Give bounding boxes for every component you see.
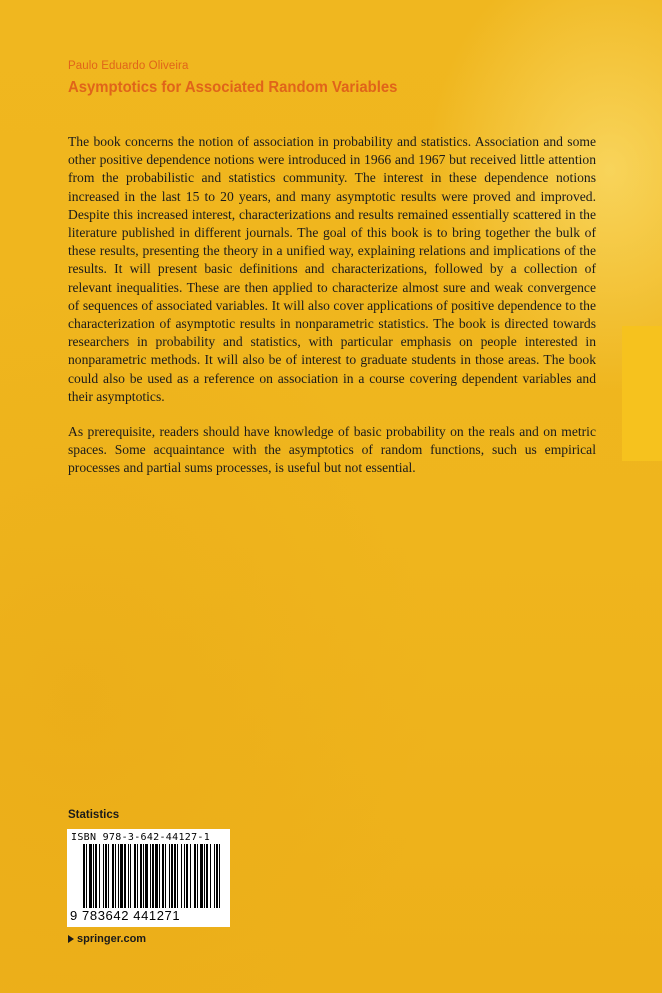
barcode-bar (190, 844, 191, 914)
barcode-bar (174, 844, 176, 914)
category-label: Statistics (68, 809, 120, 821)
barcode-bar (169, 844, 170, 914)
triangle-right-icon (68, 935, 74, 943)
barcode-bar (130, 844, 131, 914)
barcode-bar (83, 844, 85, 914)
barcode-bar (99, 844, 100, 914)
barcode-bar (162, 844, 164, 914)
barcode-bar (194, 844, 196, 914)
barcode-bar (216, 844, 218, 914)
barcode-bar (155, 844, 158, 914)
barcode-bar (152, 844, 154, 914)
barcode-bar (145, 844, 148, 914)
barcode-bar (177, 844, 178, 914)
barcode-bar (214, 844, 215, 914)
barcode-bar (219, 844, 220, 914)
barcode-bar (197, 844, 198, 914)
barcode-bar (140, 844, 142, 914)
barcode (67, 829, 230, 927)
barcode-bar (186, 844, 188, 914)
barcode-bar (159, 844, 160, 914)
barcode-bar (137, 844, 138, 914)
barcode-bar (115, 844, 116, 914)
barcode-bar (143, 844, 144, 914)
barcode-bar (150, 844, 151, 914)
barcode-bar (206, 844, 208, 914)
barcode-bar (128, 844, 129, 914)
author-name: Paulo Eduardo Oliveira (68, 60, 189, 72)
barcode-bar (89, 844, 92, 914)
barcode-bar (103, 844, 104, 914)
barcode-bar (120, 844, 123, 914)
publisher-url: springer.com (77, 933, 147, 945)
barcode-bar (210, 844, 211, 914)
barcode-bar (200, 844, 203, 914)
barcode-bar (118, 844, 119, 914)
barcode-bar (108, 844, 109, 914)
barcode-bar (184, 844, 185, 914)
barcode-bar (86, 844, 87, 914)
description-paragraph-1: The book concerns the notion of association in probability and statistics. Association and some other positive dependence notions were introduced in 1966 and 1967 but received little attention from the probabilistic and statistics community. The interest in these dependence notions increased in the last 15 to 20 years, and many asymptotic results were proved and improved. Despite this increased interest, characterizations and results remained essentially scattered in the literature published in different journals. The goal of this book is to bring together the bulk of these results, presenting the theory in a unified way, explaining relations and implications of the results. It will present basic definitions and characterizations, followed by a collection of relevant inequalities. These are then applied to characterize almost sure and weak convergence of sequences of associated variables. It will also cover applications of positive dependence to the characterization of asymptotic results in nonparametric statistics. The book is directed towards researchers in probability and statistics, with particular emphasis on people interested in nonparametric methods. It will also be of interest to graduate students in those areas. The book could also be used as a reference on association in a course covering dependent variables and their asymptotics. (68, 134, 596, 404)
book-description (68, 133, 596, 478)
barcode-bar (165, 844, 166, 914)
barcode-bar (204, 844, 205, 914)
book-title: Asymptotics for Associated Random Variables (68, 79, 398, 96)
description-paragraph-2: As prerequisite, readers should have knowledge of basic probability on the reals and on metric spaces. Some acquaintance with the asymptotics of random functions, such us empirical processes and partial sums processes, is useful but not essential. (68, 424, 596, 476)
barcode-bar (93, 844, 94, 914)
barcode-bar (181, 844, 182, 914)
spine-tab (622, 326, 662, 461)
barcode-bar (95, 844, 97, 914)
publisher-link[interactable] (68, 933, 146, 945)
barcode-bars-icon (83, 844, 223, 914)
barcode-bar (171, 844, 173, 914)
ean-digits: 9 783642 441271 (70, 908, 228, 923)
barcode-bar (105, 844, 107, 914)
barcode-bar (134, 844, 136, 914)
isbn-label: ISBN 978-3-642-44127-1 (71, 832, 211, 843)
barcode-bar (112, 844, 114, 914)
barcode-bar (124, 844, 126, 914)
